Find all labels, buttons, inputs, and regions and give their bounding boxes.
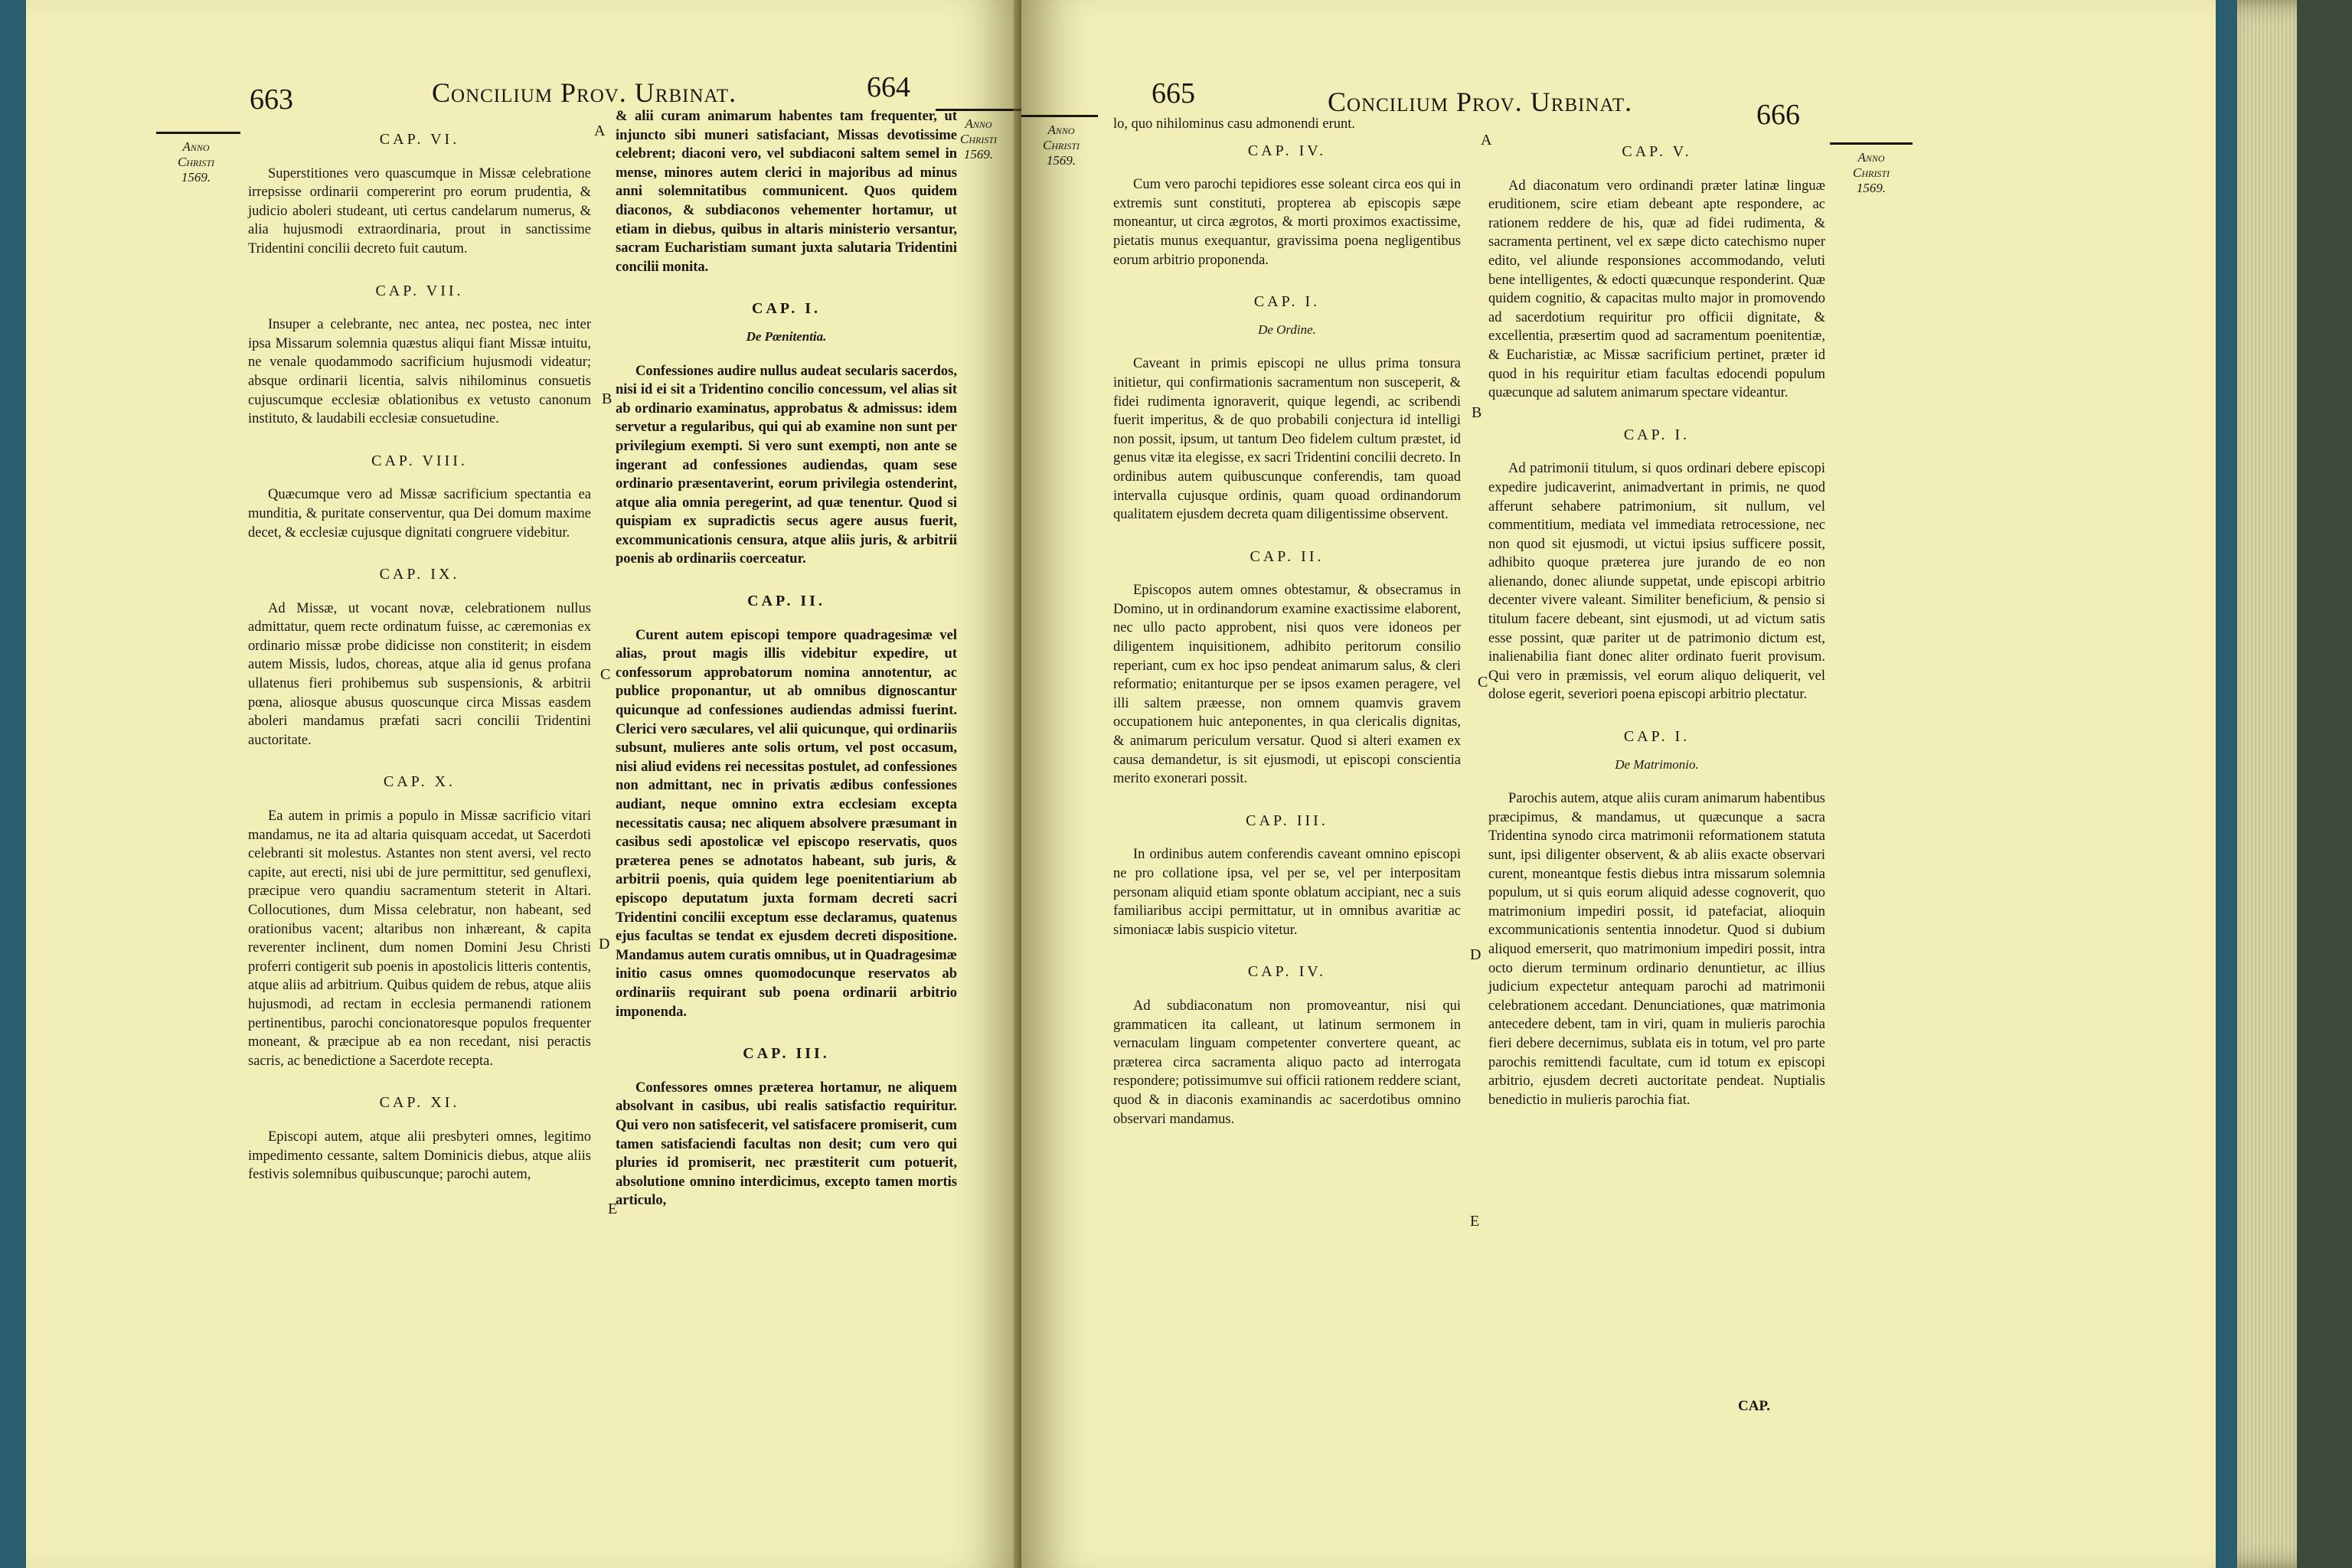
chapter-heading: CAP. X. (383, 773, 456, 791)
margin-rule-right (1830, 142, 1913, 145)
margin-note-year-value: 1569. (181, 170, 211, 185)
section-subtitle: De Ordine. (1258, 322, 1316, 337)
paragraph: Ad Missæ, ut vocant novæ, celebrationem nullus admittatur, quem recte ordinatum fuisse, ac cæremonias ex ordinario missæ probe didicisse non constiterit; in eisdem autem Missis, ludos, choreas, atque alia id genus profana ullatenus fieri prohibemus sub suspensionis, & arbitrii pœna, aliosque abusus quoscunque circa Missas easdem aboleri mandamus præfati sacri concilii Tridentini auctoritate. (248, 600, 591, 748)
section-subtitle: De Pœnitentia. (746, 328, 827, 344)
left-page-column-1 (248, 130, 591, 1184)
paragraph: Curent autem episcopi tempore quadragesimæ vel alias, prout magis illis videbitur expedire, ut confessorum approbatorum nomina annotentur, ac publice proponantur, ut ab omnibus dignoscantur quicunque ad confessiones audiendas admissi fuerint. Clerici vero sæculares, vel alii quicunque, qui ordinariis subsunt, mulieres ante solis ortum, vel post occasum, nisi aliud evidens rei necessitas postulet, ad confessiones non admittant, nec in privatis ædibus confessiones audiant, neque omnino extra ecclesiam excepta necessitatis causa; nec aliquem absolvere præsumant in casibus sedi apostolicæ vel episcopo reservatis, quos præterea penes se adnotatos habeant, sub juris, & arbitrii poenis, quia quidem lege poenitentiarium ab episcopo deputatum juxta formam decreti sacri Tridentini concilii exceptum esse declaramus, quatenus ejus facultas se tendat ex ejusdem decreti dispositione. Mandamus autem curatis omnibus, ut in Quadragesimæ initio casus omnes quomodocunque reservatos ab ordinariis requirant sub poena ordinarii arbitrio imponenda. (616, 627, 957, 1020)
section-marker-b: B (602, 390, 612, 407)
paragraph: & alii curam animarum habentes tam frequenter, ut injuncto sibi muneri satisfaciant, Missas devotissime celebrent; diaconi vero, vel subdiaconi saltem semel in mense, minores autem clerici in majoribus ad minus anni solemnitatibus communicent. Quos quidem diaconos, & subdiaconos vehementer hortamur, ut etiam in diebus, quibus in altaris ministerio versantur, sacram Eucharistiam sumant juxta salutaria Tridentini concilii monita. (616, 109, 957, 275)
paragraph: lo, quo nihilominus casu admonendi erunt. (1113, 116, 1355, 132)
margin-note-line2: Christi (177, 155, 214, 169)
section-marker-c: C (600, 666, 611, 683)
chapter-heading: CAP. IV. (1247, 963, 1327, 981)
margin-note-year-value: 1569. (1046, 153, 1076, 168)
paragraph: Episcopos autem omnes obtestamur, & obsecramus in Domino, ut in ordinandorum examine exactissime elaborent, nec ullo pacto approbent, nisi quos vere idoneos per diligentem inquisitionem, adhibito peritorum consilio reperiant, cum ex hoc ipso pendeat animarum salus, & cleri reformatio; enitanturque per se ipsos examen peragere, vel illi saltem præesse, non omnem quamvis gravem occupationem huic anteponentes, in qua clericalis dignitas, & animarum periculum versatur. Quod si alteri examen ex causa demandetur, is sit ejusmodi, ut episcopi conscientia merito exonerari possit. (1113, 583, 1461, 787)
chapter-heading: CAP. XI. (379, 1094, 460, 1112)
chapter-heading: CAP. IV. (1247, 142, 1327, 159)
paragraph: Caveant in primis episcopi ne ullus prima tonsura initietur, qui confirmationis sacramentum non susceperit, & fidei rudimenta ignoraverit, quique legendi, ac scribendi fuerit imperitus, & de quo probabili conjectura id intelligi non possit, ipsum, ut tantum Deo fidelem cultum præstet, id genus vitæ ita elegisse, ex sacri Tridentini concilii decreto. In ordinibus autem quibuscunque conferendis, tam quoad intervalla cujusque ordinis, quam quoad ordinandorum qualitatem ejusdem decreta quam diligentissime observent. (1113, 356, 1461, 523)
section-marker-e: E (1470, 1213, 1480, 1230)
left-page (26, 0, 1021, 1568)
chapter-heading: CAP. II. (747, 593, 825, 610)
paragraph: Episcopi autem, atque alii presbyteri omnes, legitimo impedimento cessante, saltem Dominicis diebus, atque aliis festivis solemnibus quibuscunque; parochi autem, (248, 1129, 591, 1183)
paragraph: In ordinibus autem conferendis caveant omnino episcopi ne pro collatione ipsa, vel per se, vel per interpositam personam aliquid etiam sponte oblatum accipiant, nec a suis familiaribus accipi permittatur, ut in omnibus avaritiæ ac simoniacæ labis suspicio vitetur. (1113, 847, 1461, 938)
chapter-heading: CAP. III. (743, 1045, 830, 1063)
paragraph: Cum vero parochi tepidiores esse soleant circa eos qui in extremis sunt constituti, propterea ab episcopis sæpe moneantur, ut circa ægrotos, & morti proximos exactissime, pietatis munus exequantur, gravissima poena negligentibus eorum arbitrio proponenda. (1113, 177, 1461, 268)
margin-note-line1: Anno (1047, 122, 1075, 137)
catchword: CAP. (1738, 1398, 1771, 1414)
page-number-664: 664 (867, 71, 910, 103)
paragraph: Quæcumque vero ad Missæ sacrificium spectantia ea munditia, & puritate conserventur, qua Dei domum maxime decet, & ecclesiæ cujusque dignitati congruere videbitur. (248, 487, 591, 541)
chapter-heading: CAP. VIII. (371, 452, 468, 469)
margin-note-line1: Anno (965, 116, 992, 131)
paragraph: Parochis autem, atque aliis curam animarum habentibus præcipimus, & mandamus, ut quæcunque a sacra Tridentina synodo circa matrimonii reformationem statuta sunt, ipsi diligenter observent, & ab aliis exacte observari curent, moneantque festis diebus intra missarum solemnia populum, ut si quis eorum aliquid adesse cognoverit, quo matrimonium impediri possit, id patefaciat, alioquin excommunicationis sententia innodetur. Quod si dubium aliquod emerserit, quo matrimonium impediri possit, intra octo dierum terminum ordinario denuntietur, ac illius judicium expectetur antequam parochi ad matrimonii celebrationem accedant. Denunciationes, quæ matrimonia antecedere debent, tam in viri, quam in mulieris parochia fieri debere decernimus, sublata eis in totum, vel pro parte parochis remittendi facultate, cum id totum ex episcopi arbitrio, ejusdem decreti auctoritate pendeat. Nuptialis benedictio in mulieris parochia fiat. (1488, 791, 1825, 1108)
paragraph: Confessiones audire nullus audeat secularis sacerdos, nisi id ei sit a Tridentino concilio concessum, vel alias sit ab ordinario examinatus, approbatus & admissus: idem servetur a regularibus, qui qui ab examine non sunt per privilegium exempti. Si vero sunt exempti, non ante se ingerant ad confessiones audiendas, quam sese ordinario præsentaverint, eorum privilegia ostenderint, atque alia omnia peregerint, ad quæ tenentur. Quod si quispiam ex supradictis secus agere ausus fuerit, excommunicationis censura, atque aliis juris, & arbitrii poenis ab ordinariis coerceatur. (616, 363, 957, 567)
page-number-665: 665 (1152, 77, 1195, 109)
open-book (26, 0, 2216, 1568)
margin-rule (1021, 115, 1098, 117)
chapter-heading: CAP. V. (1622, 143, 1692, 160)
chapter-heading: CAP. I. (751, 300, 822, 318)
section-marker-b: B (1472, 404, 1482, 421)
section-marker-a: A (1481, 132, 1492, 149)
margin-note-year (150, 139, 242, 185)
margin-note-line2: Christi (1852, 165, 1890, 180)
margin-note-year-value: 1569. (1856, 181, 1886, 195)
section-marker-c: C (1478, 674, 1488, 691)
chapter-heading: CAP. VII. (375, 282, 464, 299)
running-head-right: Concilium Prov. Urbinat. (1328, 87, 1633, 117)
margin-note-line1: Anno (1857, 150, 1885, 165)
section-marker-e: E (608, 1200, 618, 1217)
margin-note-line2: Christi (959, 132, 997, 146)
paragraph: Ad patrimonii titulum, si quos ordinari debere episcopi expedire judicaverint, animadvertant in primis, ne quod afferunt sehabere patrimonium, sit nullum, vel commentitium, mediata vel immediata retrocessione, nec non quod sit ejusmodi, ut victui ipsius sufficere possit, adhibito quoque præterea jure jurando de eo non alienando, donec aliunde suppetat, unde episcopi arbitrio decenter vivere valeant. Similiter beneficium, & pensio si titulum facere debeant, sint ejusmodi, ut ad victum satis esse possint, quæ pariter ut de patrimonio dictum est, inalienabilia fiant donec aliter ordinato fuerit provisum. Qui vero in præmissis, vel eorum aliquo deliquerit, vel dolose egerit, severiori poena episcopi arbitrio plectatur. (1488, 461, 1825, 703)
right-page-column-1 (1113, 115, 1461, 1129)
section-marker-d: D (599, 936, 610, 952)
right-page (1021, 0, 2216, 1568)
section-subtitle: De Matrimonio. (1615, 756, 1699, 772)
chapter-heading: CAP. I. (1623, 426, 1690, 443)
margin-note-year-right (1827, 150, 1916, 196)
chapter-heading: CAP. IX. (379, 566, 460, 583)
left-page-column-2 (616, 107, 957, 1210)
book-cover (2297, 0, 2352, 1568)
chapter-heading: CAP. II. (1250, 547, 1325, 565)
chapter-heading: CAP. I. (1623, 728, 1690, 746)
margin-note-year (1021, 122, 1106, 168)
paragraph: Ad subdiaconatum non promoveantur, nisi qui grammaticen ita calleant, ut latinum sermonem in vernaculam linguam competenter convertere queant, ac præterea circa sacramenta aliquo pacto ad interrogata respondere; potissimumve sui officii rationem reddere sciant, quod & in diaconis examinandis ac sacerdotibus omnino observari mandamus. (1113, 998, 1461, 1127)
chapter-heading: CAP. VI. (379, 131, 460, 148)
running-head-left: Concilium Prov. Urbinat. (432, 77, 737, 108)
page-number-663: 663 (250, 83, 293, 116)
margin-note-year-value: 1569. (963, 147, 994, 162)
paragraph: Insuper a celebrante, nec antea, nec postea, nec inter ipsa Missarum solemnia quæstus aliqui fiant Missæ intuitu, ne venale quodammodo sacrificium hujusmodi videatur; absque ordinarii licentia, salvis nihilominus consuetis cujuscumque ecclesiæ oblationibus ex vetusto canonum instituto, & laudabili ecclesiæ consuetudine. (248, 317, 591, 427)
margin-note-line1: Anno (182, 139, 210, 154)
paragraph: Ea autem in primis a populo in Missæ sacrificio vitari mandamus, ne ita ad altaria quisquam accedat, ut Sacerdoti celebranti sit molestus. Astantes non stent aversi, vel recto capite, aut erecti, nisi ubi de jure permittitur, sed genuflexi, præcipue vero quandiu sacramentum steterit in Altari. Collocutiones, dum Missa celebratur, non habeant, sed orationibus vacent; altaribus non inhæreant, & capita reverenter inclinent, dum nomen Domini Jesu Christi proferri contigerit sub poenis in apostolicis litteris contentis, atque aliis ad arbitrium. Quibus quidem de rebus, atque aliis hujusmodi, ad rectam in ecclesia permanendi rationem pertinentibus, parochi concionatoresque populos frequenter moneant, & præcipue ab ea non recedant, nisi peractis sacris, ac benedictione a Sacerdote recepta. (248, 808, 591, 1069)
paragraph: Superstitiones vero quascumque in Missæ celebratione irrepsisse ordinarii compererint pro eorum prudentia, & judicio aboleri studeant, uti certus candelarum numerus, & alia hujusmodi extraordinaria, prout in sanctissime Tridentini concilii decreto fuit cautum. (248, 165, 591, 256)
paragraph: Confessores omnes præterea hortamur, ne aliquem absolvant in casibus, ubi realis satisfactio requiritur. Qui vero non satisfecerit, vel satisfacere promiserit, cum tamen satisfaciendi facultas non desit; cum vero qui pluries id promiserit, nec præstiterit cum potuerit, absolutione omnino interdicimus, excepto tamen mortis articulo, (616, 1080, 957, 1209)
right-page-column-2 (1488, 142, 1825, 1109)
section-marker-d: D (1470, 946, 1481, 963)
chapter-heading: CAP. III. (1246, 812, 1328, 829)
margin-note-line2: Christi (1042, 138, 1080, 152)
page-number-666: 666 (1756, 99, 1800, 131)
paragraph: Ad diaconatum vero ordinandi præter latinæ linguæ eruditionem, scire etiam debeant apte respondere, ac rationem reddere de his, quæ ad fidei rudimenta, & sacramenta pertinent, vel ex sæpe dicto catechismo nuper edito, vel aliunde responsiones accommodando, veluti bene intelligentes, & edocti quæcunque responderint. Quæ quidem cognitio, & capacitas multo major in promovendo ad sacerdotium requiritur pro officii dignitate, & excellentia, præsertim quod ad sacramentum poenitentiæ, & Eucharistiæ, ac Missæ sacrificium pertinet, præter id quod in his requiritur etiam facultas edocendi populum quæcunque ad salutem animarum spectare videantur. (1488, 178, 1825, 401)
margin-rule (156, 132, 240, 134)
chapter-heading: CAP. I. (1253, 293, 1321, 311)
section-marker-a: A (594, 122, 606, 139)
